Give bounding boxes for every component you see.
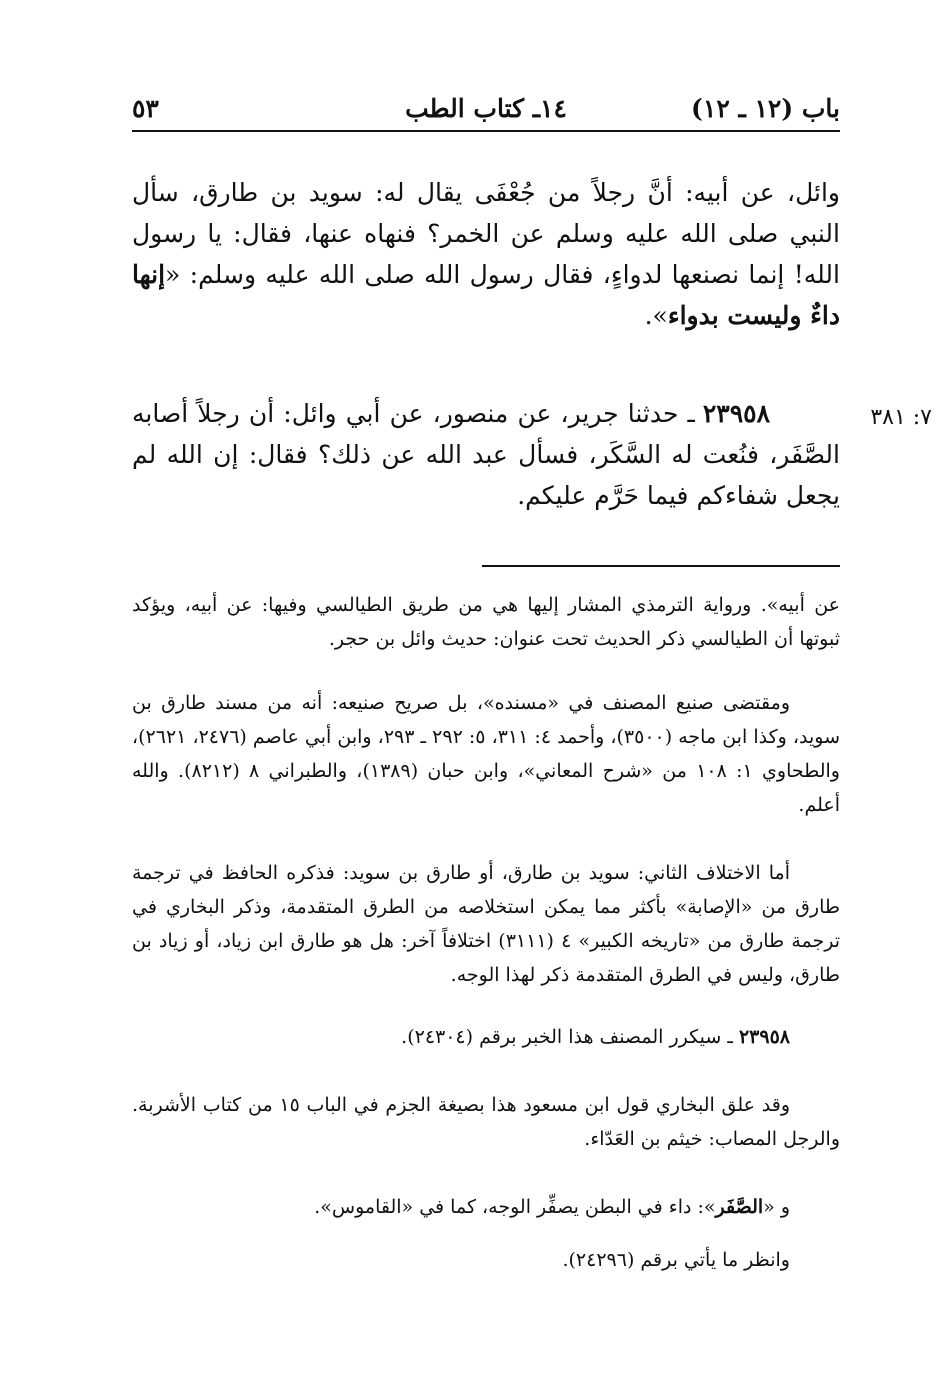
footnote-6-prefix: و « [763, 1196, 790, 1218]
footnote-paragraph-7: وانظر ما يأتي برقم (٢٤٢٩٦). [562, 1249, 790, 1271]
footnote-6-term: الصَّفَر [715, 1196, 764, 1218]
footnote-paragraph-5: وقد علق البخاري قول ابن مسعود هذا بصيغة الجزم في الباب ١٥ من كتاب الأشربة. والرجل المصاب: خيثم بن العَدّاء. [132, 1094, 840, 1150]
margin-reference: ٧: ٣٨١ [870, 405, 932, 430]
hadith-text: ـ حدثنا جرير، عن منصور، عن أبي وائل: أن رجلاً أصابه الصَّفَر، فنُعت له السَّكَر، فسأل عبد الله عن ذلك؟ فقال: إن الله لم يجعل شفاءكم فيما حَرَّم عليكم. [132, 399, 840, 510]
footnote-paragraph-2: ومقتضى صنيع المصنف في «مسنده»، بل صريح صنيعه: أنه من مسند طارق بن سويد، وكذا ابن ماجه (٣٥٠٠)، وأحمد ٤: ٣١١، ٥: ٢٩٢ ـ ٢٩٣، وابن أبي عاصم (٢٤٧٦، ٢٦٢١)، والطحاوي ١: ١٠٨ من «شرح المعاني»، وابن حبان (١٣٨٩)، والطبراني ٨ (٨٢١٢). والله أعلم. [132, 692, 841, 816]
footnote-hadith-number: ٢٣٩٥٨ [738, 1026, 790, 1048]
footnote-paragraph-6 [132, 1190, 840, 1224]
header-divider [132, 130, 840, 132]
footnote-paragraph-3: أما الاختلاف الثاني: سويد بن طارق، أو طارق بن سويد: فذكره الحافظ في ترجمة طارق من «الإصابة» بأكثر مما يمكن استخلاصه من الطرق المتقدمة، وذكر البخاري في ترجمة طارق من «تاريخه الكبير» ٤ (٣١١١) اختلافاً آخر: هل هو طارق ابن زياد، أو زياد بن طارق، وليس في الطرق المتقدمة ذكر لهذا الوجه. [132, 862, 841, 986]
footnote-separator [482, 565, 840, 567]
page-number: ٥٣ [132, 94, 159, 123]
hadith-text-continued [132, 172, 840, 336]
hadith-number: ٢٣٩٥٨ [702, 399, 770, 428]
page-header [132, 88, 840, 132]
chapter-heading: باب (١٢ ـ ١٢) [691, 94, 840, 123]
footnote-6-text: »: داء في البطن يصفِّر الوجه، كما في «القاموس». [314, 1196, 716, 1218]
p1-bold-quote: إنها داءٌ وليست بدواء [132, 260, 840, 330]
hadith-23958 [132, 393, 840, 516]
footnote-4-text: ـ سيكرر المصنف هذا الخبر برقم (٢٤٣٠٤). [401, 1026, 733, 1048]
p1-end: ». [644, 301, 668, 330]
footnote-paragraph-1: عن أبيه». ورواية الترمذي المشار إليها هي من طريق الطيالسي وفيها: عن أبيه، ويؤكد ثبوتها أن الطيالسي ذكر الحديث تحت عنوان: حديث وائل بن حجر. [132, 594, 840, 650]
book-title: ١٤ـ كتاب الطب [405, 94, 567, 123]
footnote-paragraph-4 [132, 1020, 840, 1054]
p1-text: وائل، عن أبيه: أنَّ رجلاً من جُعْفَى يقال له: سويد بن طارق، سأل النبي صلى الله عليه وسلم عن الخمر؟ فنهاه عنها، فقال: يا رسول الله! إنما نصنعها لدواءٍ، فقال رسول الله صلى الله عليه وسلم: « [132, 178, 840, 289]
